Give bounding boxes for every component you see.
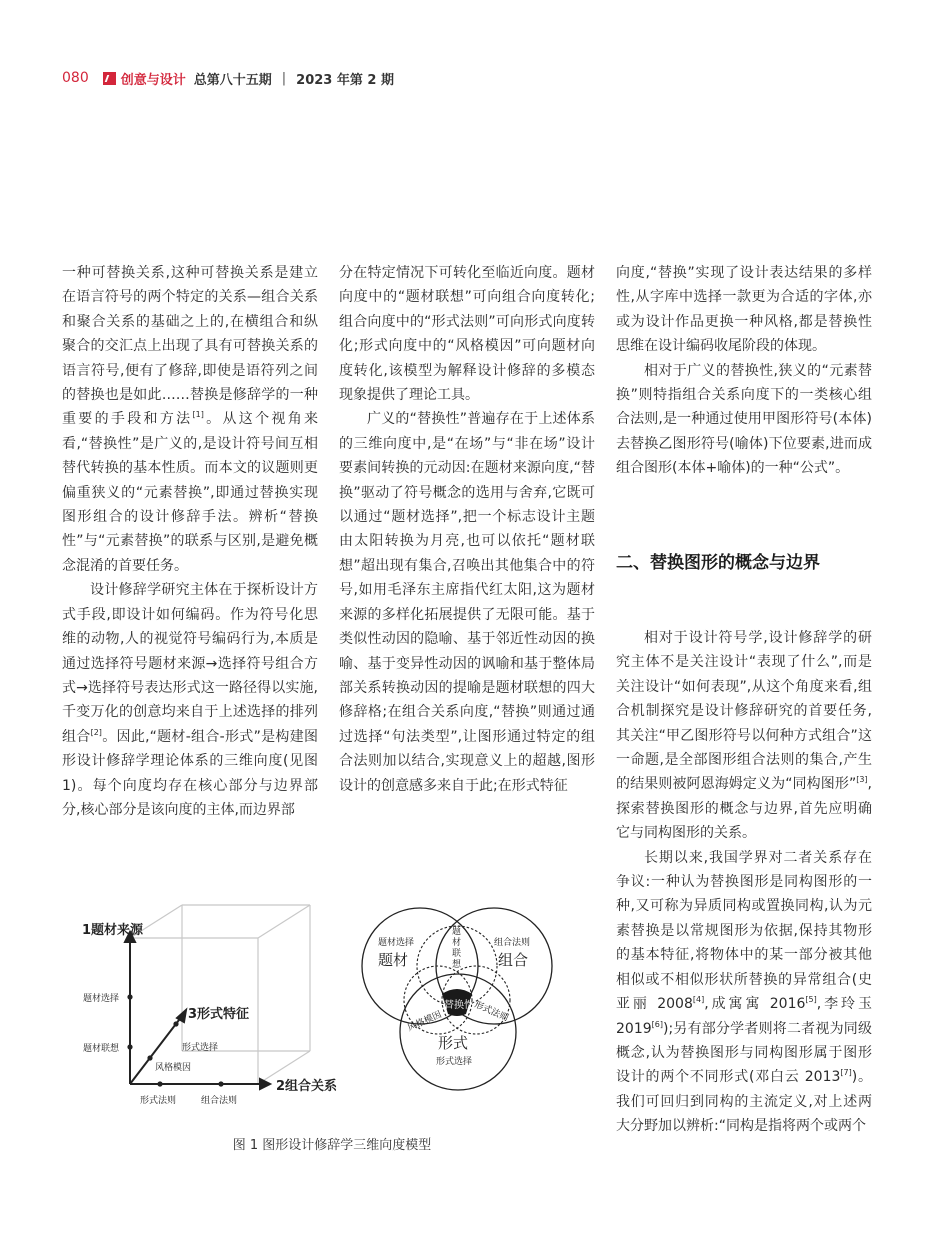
venn-topic-sub: 题材选择	[378, 938, 415, 948]
venn-overlap-top-char: 题	[452, 927, 462, 937]
citation[interactable]: [5]	[805, 995, 817, 1005]
axis-x-label: 2组合关系	[276, 1079, 338, 1094]
paragraph: 相对于设计符号学,设计修辞学的研究主体不是关注设计“表现了什么”,而是关注设计“如何表现”,从这个角度来看,组合机制探究是设计修辞研究的首要任务,其关注“甲乙图形符号以何种方式组合”这一命题,是全部图形组合法则的集合,产生的结果则被阿恩海姆定义为“同构图形”[3],探索替换图形的概念与边界,首先应明确它与同构图形的关系。	[616, 630, 872, 842]
paragraph: 广义的“替换性”普遍存在于上述体系的三维向度中,是“在场”与“非在场”设计要素间转换的元动因:在题材来源向度,“替换”驱动了符号概念的选用与舍弃,它既可以通过“题材选择”,把一个标志设计主题由太阳转换为月亮,也可以依托“题材联想”超出现有集合,召唤出其他集合中的符号,如用毛泽东主席指代红太阳,这为题材来源的多样化拓展提供了无限可能。基于类似性动因的隐喻、基于邻近性动因的换喻、基于变异性动因的讽喻和基于整体局部关系转换动因的提喻是题材联想的四大修辞格;在组合关系向度,“替换”则通过通过选择“句法类型”,让图形通过特定的组合法则加以结合,实现意义上的超越,图形设计的创意感多来自于此;在形式特征	[339, 411, 595, 794]
citation[interactable]: [7]	[840, 1068, 852, 1078]
citation[interactable]: [6]	[651, 1019, 663, 1029]
point-form-select	[173, 1021, 178, 1026]
venn-topic-title: 题材	[378, 951, 409, 969]
point-topic-select	[127, 994, 132, 999]
citation[interactable]: [3]	[856, 775, 868, 785]
venn-form-title: 形式	[438, 1034, 469, 1052]
point-combo-rule	[218, 1081, 223, 1086]
axis-y-label: 1题材来源	[82, 923, 144, 938]
venn-overlap-top-char: 材	[452, 938, 462, 948]
paragraph: 设计修辞学研究主体在于探析设计方式手段,即设计如何编码。作为符号化思维的动物,人的视觉符号编码行为,本质是通过选择符号题材来源→选择符号组合方式→选择符号表达形式这一路径得以实施,千变万化的创意均来自于上述选择的排列组合[2]。因此,“题材-组合-形式”是构建图形设计修辞学理论体系的三维向度(见图1)。每个向度均存在核心部分与边界部分,核心部分是该向度的主体,而边界部	[62, 582, 319, 818]
axis-z-label: 3形式特征	[188, 1007, 250, 1022]
text-column-2	[339, 261, 595, 798]
point-style-meme	[147, 1055, 152, 1060]
venn-combo-title: 组合	[498, 951, 529, 969]
journal-logo-icon	[103, 72, 116, 85]
citation[interactable]: [2]	[90, 727, 102, 737]
paragraph: 一种可替换关系,这种可替换关系是建立在语言符号的两个特定的关系—组合关系和聚合关系的基础之上的,在横组合和纵聚合的交汇点上出现了具有可替换关系的语言符号,便有了修辞,即使是语符列之间的替换也是如此……替换是修辞学的一种重要的手段和方法[1]。从这个视角来看,“替换性”是广义的,是设计符号间互相替代转换的基本性质。而本文的议题则更偏重狭义的“元素替换”,即通过替换实现图形组合的设计修辞手法。辨析“替换性”与“元素替换”的联系与区别,是避免概念混淆的首要任务。	[62, 265, 319, 574]
issue-total: 总第八十五期	[193, 72, 272, 88]
tick-label: 风格模因	[155, 1063, 192, 1073]
paragraph: 长期以来,我国学界对二者关系存在争议:一种认为替换图形是同构图形的一种,又可称为异质同构或置换同构,认为元素替换是以常规图形为依据,保持其物形的基本特征,将物体中的某一部分被其他相似或不相似形状所替换的异常组合(史亚丽 2008[4],成寓寓 2016[5],李玲玉 2019[6]);另有部分学者则将二者视为同级概念,认为替换图形与同构图形属于图形设计的两个不同形式(邓白云 2013[7])。我们可回归到同构的主流定义,对上述两大分野加以辨析:“同构是指将两个或两个	[616, 849, 872, 1135]
tick-label: 题材选择	[83, 994, 120, 1004]
paragraph: 相对于广义的替换性,狭义的“元素替换”则特指组合关系向度下的一类核心组合法则,是一种通过使用甲图形符号(本体)去替换乙图形符号(喻体)下位要素,进而成组合图形(本体+喻体)的一种“公式”。	[616, 362, 872, 477]
page-number: 080	[62, 70, 89, 86]
text-column-3-continued	[616, 626, 872, 1139]
tick-label: 形式选择	[182, 1043, 219, 1053]
text-column-3	[616, 261, 872, 481]
figure-1-svg	[62, 890, 602, 1130]
cube-edge	[258, 905, 310, 938]
venn-overlap-left-label: 风格模因	[406, 1009, 444, 1034]
issue-year: 2023 年第 2 期	[296, 72, 394, 88]
venn-form-sub: 形式选择	[436, 1057, 473, 1067]
page-header	[62, 68, 394, 88]
venn-overlap-top-char: 联	[452, 949, 462, 959]
paragraph: 向度,“替换”实现了设计表达结果的多样性,从字库中选择一款更为合适的字体,亦或为设计作品更换一种风格,都是替换性思维在设计编码收尾阶段的体现。	[616, 265, 872, 355]
figure-caption: 图 1 图形设计修辞学三维向度模型	[232, 1138, 432, 1153]
axis-x-arrow	[260, 1079, 270, 1089]
tick-label: 题材联想	[83, 1044, 120, 1054]
point-topic-assoc	[127, 1044, 132, 1049]
tick-label: 组合法则	[201, 1096, 238, 1106]
point-form-rule	[157, 1081, 162, 1086]
cube-labels	[82, 922, 337, 1106]
citation[interactable]: [4]	[692, 995, 705, 1005]
citation[interactable]: [1]	[192, 410, 204, 420]
venn-overlap-top-char: 想	[452, 960, 462, 970]
section-heading: 二、替换图形的概念与边界	[616, 553, 820, 573]
journal-title: 创意与设计	[120, 72, 186, 88]
figure-1	[62, 890, 602, 1150]
cube-diagram	[130, 905, 310, 1084]
axis-z-line	[130, 1016, 182, 1084]
tick-label: 形式法则	[140, 1096, 177, 1106]
venn-center-label: 替换性	[444, 1000, 474, 1011]
paragraph: 分在特定情况下可转化至临近向度。题材向度中的“题材联想”可向组合向度转化;组合向度中的“形式法则”可向形式向度转化;形式向度中的“风格模因”可向题材向度转化,该模型为解释设计修辞的多模态现象提供了理论工具。	[339, 265, 595, 404]
venn-overlap-right-label: 形式法则	[472, 999, 510, 1024]
venn-combo-sub: 组合法则	[494, 938, 531, 948]
text-column-1	[62, 261, 318, 822]
header-separator: |	[281, 70, 287, 86]
